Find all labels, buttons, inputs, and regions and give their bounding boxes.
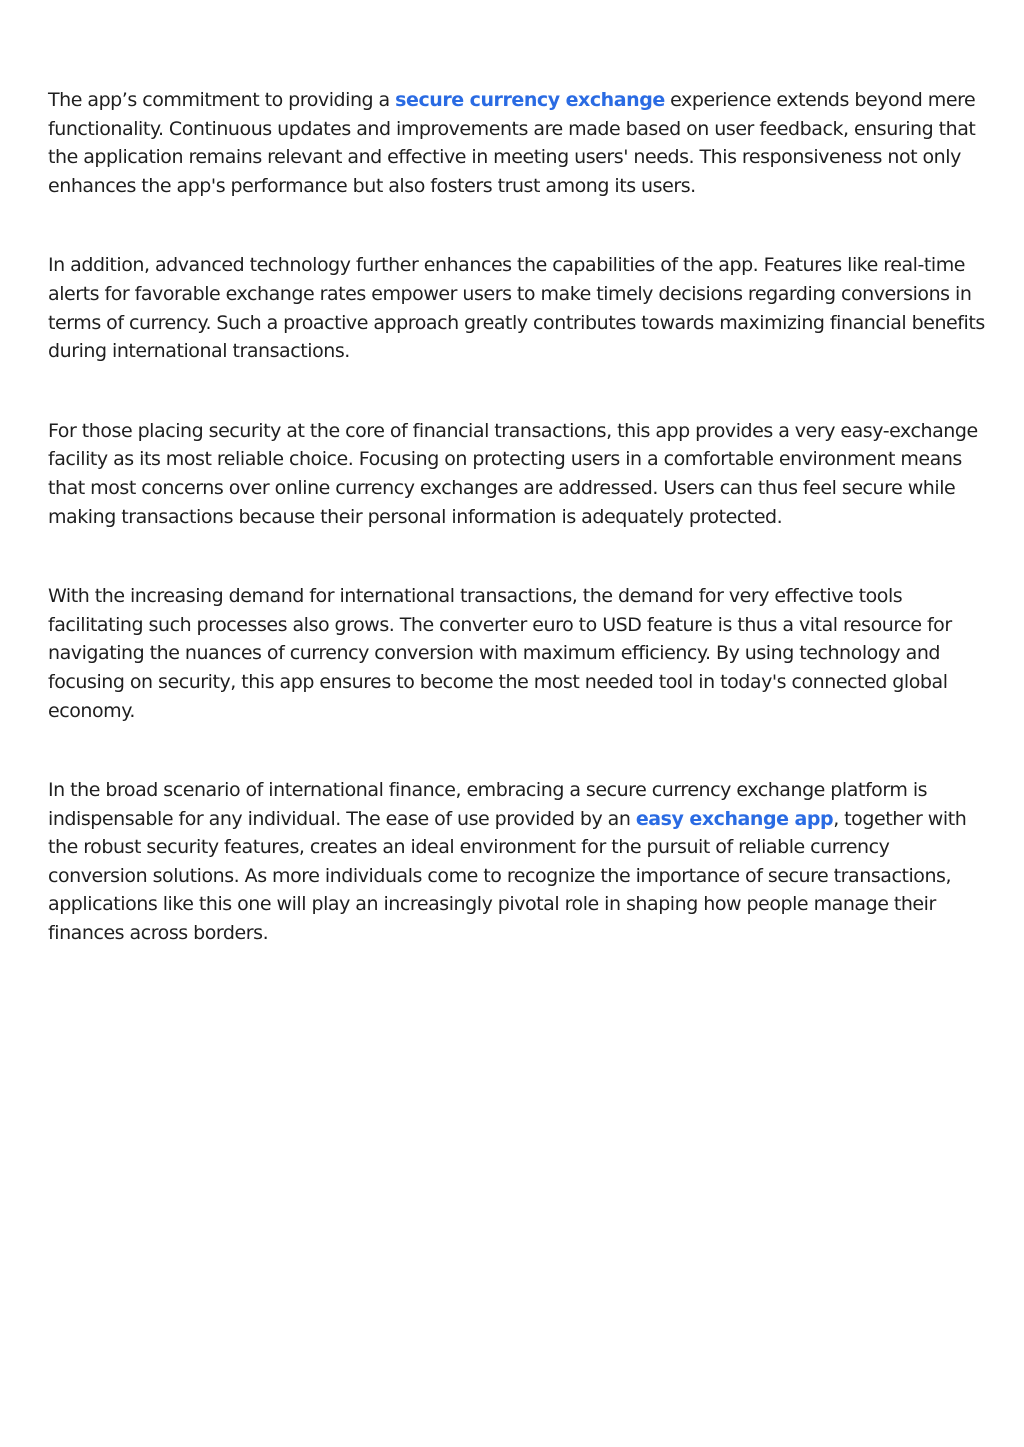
paragraph-advanced-technology: In addition, advanced technology further enhances the capabilities of the app. Features like real-time alerts for favorable exchange rates empower users to make timely decisions regarding conversions in terms of currency. Such a proactive approach greatly contributes towards maximizing financial benefits during international transactions. xyxy=(48,254,985,363)
paragraph-increasing-demand: With the increasing demand for international transactions, the demand for very effective tools facilitating such processes also grows. The converter euro to USD feature is thus a vital resource for navigating the nuances of currency conversion with maximum efficiency. By using technology and focusing on security, this app ensures to become the most needed tool in today's connected global economy. xyxy=(48,585,952,722)
easy-exchange-app-link[interactable]: easy exchange app xyxy=(635,807,834,830)
paragraph-text: experience extends beyond mere functionality. Continuous updates and improvements are made based on user feedback, ensuring that the application remains relevant and effective in meeting users' needs. This responsiveness not only enhances the app's performance but also fosters trust among its users. xyxy=(48,89,976,197)
paragraph-security-core: For those placing security at the core of financial transactions, this app provides a very easy-exchange facility as its most reliable choice. Focusing on protecting users in a comfortable environment means that most concerns over online currency exchanges are addressed. Users can thus feel secure while making transactions because their personal information is adequately protected. xyxy=(48,419,978,528)
document-body xyxy=(48,86,988,999)
paragraph-app-commitment xyxy=(48,86,988,200)
secure-currency-exchange-link[interactable]: secure currency exchange xyxy=(395,89,665,111)
paragraph-text: In the broad scenario of international finance, embracing a secure currency exchange platform is indispensable for any individual. The ease of use provided by an xyxy=(48,779,928,830)
paragraph-text: The app’s commitment to providing a xyxy=(48,89,396,111)
paragraph-text: , together with the robust security features, creates an ideal environment for the pursuit of reliable currency conversion solutions. As more individuals come to recognize the importance of secure transactions, applications like this one will play an increasingly pivotal role in shaping how people manage their finances across borders. xyxy=(48,807,967,945)
paragraph-international-finance xyxy=(48,776,988,948)
